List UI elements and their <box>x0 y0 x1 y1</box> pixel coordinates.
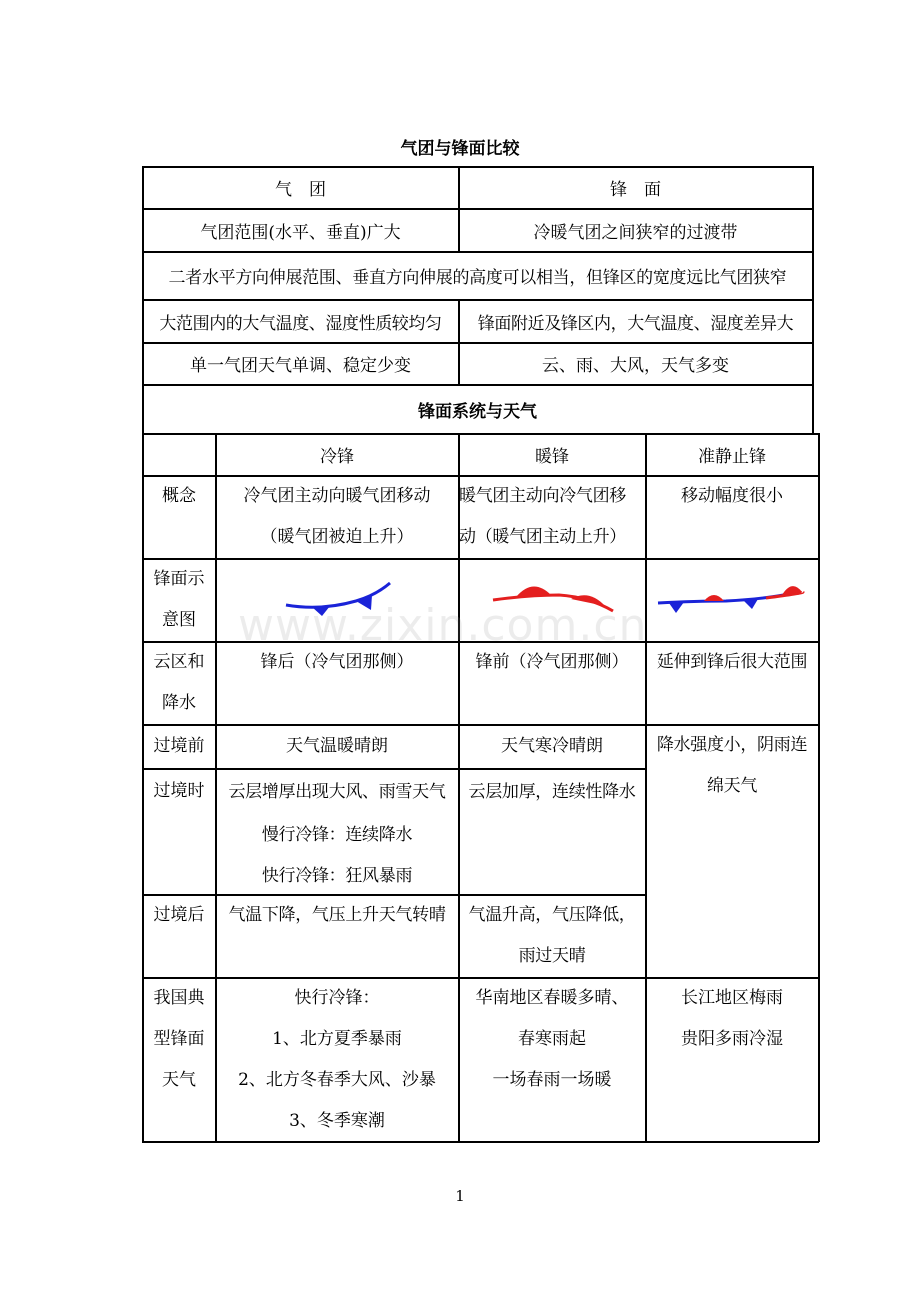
table-rule <box>818 433 820 1142</box>
cell-airmass-range: 气团范围(水平、垂直)广大 <box>200 222 401 243</box>
cell-comparison: 二者水平方向伸展范围、垂直方向伸展的高度可以相当，但锋区的宽度远比气团狭窄 <box>168 268 787 288</box>
text-line: 快行冷锋：狂风暴雨 <box>261 866 413 886</box>
text-line: 降水强度小，阴雨连 <box>656 735 808 755</box>
stationary-front-semicircle <box>704 595 724 601</box>
text-line: 锋面示 <box>153 569 205 589</box>
text-line: 云层增厚出现大风、雨雪天气 <box>228 782 446 802</box>
cell-cold-typical <box>216 978 458 1142</box>
watermark: www.zixin.com.cn <box>238 600 648 651</box>
cell-warm-before: 天气寒冷晴朗 <box>501 736 603 756</box>
table-rule <box>812 166 814 434</box>
cell-warm-typical <box>459 978 645 1101</box>
text-line: 绵天气 <box>706 776 758 796</box>
cell-cold-cloud: 锋后（冷气团那侧） <box>260 652 414 672</box>
text-line: 一场春雨一场暖 <box>492 1070 612 1090</box>
row-label-diagram <box>143 559 215 641</box>
text-line: 1、北方夏季暴雨 <box>272 1029 402 1049</box>
cell-cold-during <box>216 769 458 897</box>
row-label-before: 过境前 <box>153 736 205 756</box>
cell-stationary-typical <box>646 978 818 1060</box>
text-line: 3、冬季寒潮 <box>289 1111 385 1131</box>
stationary-front-diagram <box>646 559 818 641</box>
text-line: 暖气团主动向冷气团移 <box>459 486 626 506</box>
text-line: （暖气团被迫上升） <box>260 527 414 547</box>
cell-stationary-concept: 移动幅度很小 <box>681 486 783 506</box>
text-line: 降水 <box>162 693 196 713</box>
text-line: 长江地区梅雨 <box>681 988 783 1008</box>
stationary-front-triangle <box>743 599 758 609</box>
row-label-concept: 概念 <box>162 486 196 506</box>
text-line: 春寒雨起 <box>518 1029 586 1049</box>
text-line: 动（暖气团主动上升） <box>459 527 626 547</box>
text-line: 华南地区春暖多晴、 <box>475 988 629 1008</box>
cell-cold-after: 气温下降，气压上升天气转晴 <box>228 905 446 925</box>
text-line: 冷气团主动向暖气团移动 <box>243 486 431 506</box>
section-title: 锋面系统与天气 <box>418 401 537 422</box>
text-line: 气温升高，气压降低， <box>468 905 636 925</box>
row-label-cloud <box>143 642 215 724</box>
header-warm-front: 暖锋 <box>535 447 569 467</box>
cell-stationary-cloud: 延伸到锋后很大范围 <box>656 652 808 672</box>
cell-warm-after <box>459 895 645 977</box>
header-air-mass: 气 团 <box>275 180 326 200</box>
page-title: 气团与锋面比较 <box>400 139 520 159</box>
cell-warm-during: 云层加厚，连续性降水 <box>468 782 636 802</box>
stationary-front-triangle <box>669 602 684 613</box>
cell-airmass-property: 大范围内的大气温度、湿度性质较均匀 <box>159 313 442 334</box>
cell-warm-concept <box>459 476 645 558</box>
cell-warm-cloud: 锋前（冷气团那侧） <box>475 652 629 672</box>
text-line: 型锋面 <box>153 1029 205 1049</box>
text-line: 贵阳多雨冷湿 <box>681 1029 783 1049</box>
page-number: 1 <box>455 1187 465 1205</box>
header-front: 锋 面 <box>610 180 661 200</box>
text-line: 我国典 <box>153 988 205 1008</box>
cell-stationary-weather <box>646 725 818 807</box>
header-stationary-front: 准静止锋 <box>698 447 766 467</box>
header-cold-front: 冷锋 <box>320 447 354 467</box>
text-line: 2、北方冬春季大风、沙暴 <box>238 1070 436 1090</box>
cell-airmass-weather: 单一气团天气单调、稳定少变 <box>190 356 411 376</box>
row-label-typical <box>143 978 215 1101</box>
text-line: 云区和 <box>153 652 205 672</box>
text-line: 天气 <box>162 1070 196 1090</box>
cell-cold-before: 天气温暖晴朗 <box>286 736 388 756</box>
cell-cold-concept <box>216 476 458 558</box>
text-line: 快行冷锋： <box>294 988 380 1008</box>
cell-front-range: 冷暖气团之间狭窄的过渡带 <box>533 222 738 243</box>
row-label-during: 过境时 <box>153 781 205 801</box>
text-line: 雨过天晴 <box>518 946 586 966</box>
text-line: 意图 <box>162 610 196 630</box>
text-line: 慢行冷锋：连续降水 <box>261 825 413 845</box>
cell-front-property: 锋面附近及锋区内，大气温度、湿度差异大 <box>477 313 794 334</box>
cell-front-weather: 云、雨、大风，天气多变 <box>542 356 729 376</box>
row-label-after: 过境后 <box>153 905 205 925</box>
